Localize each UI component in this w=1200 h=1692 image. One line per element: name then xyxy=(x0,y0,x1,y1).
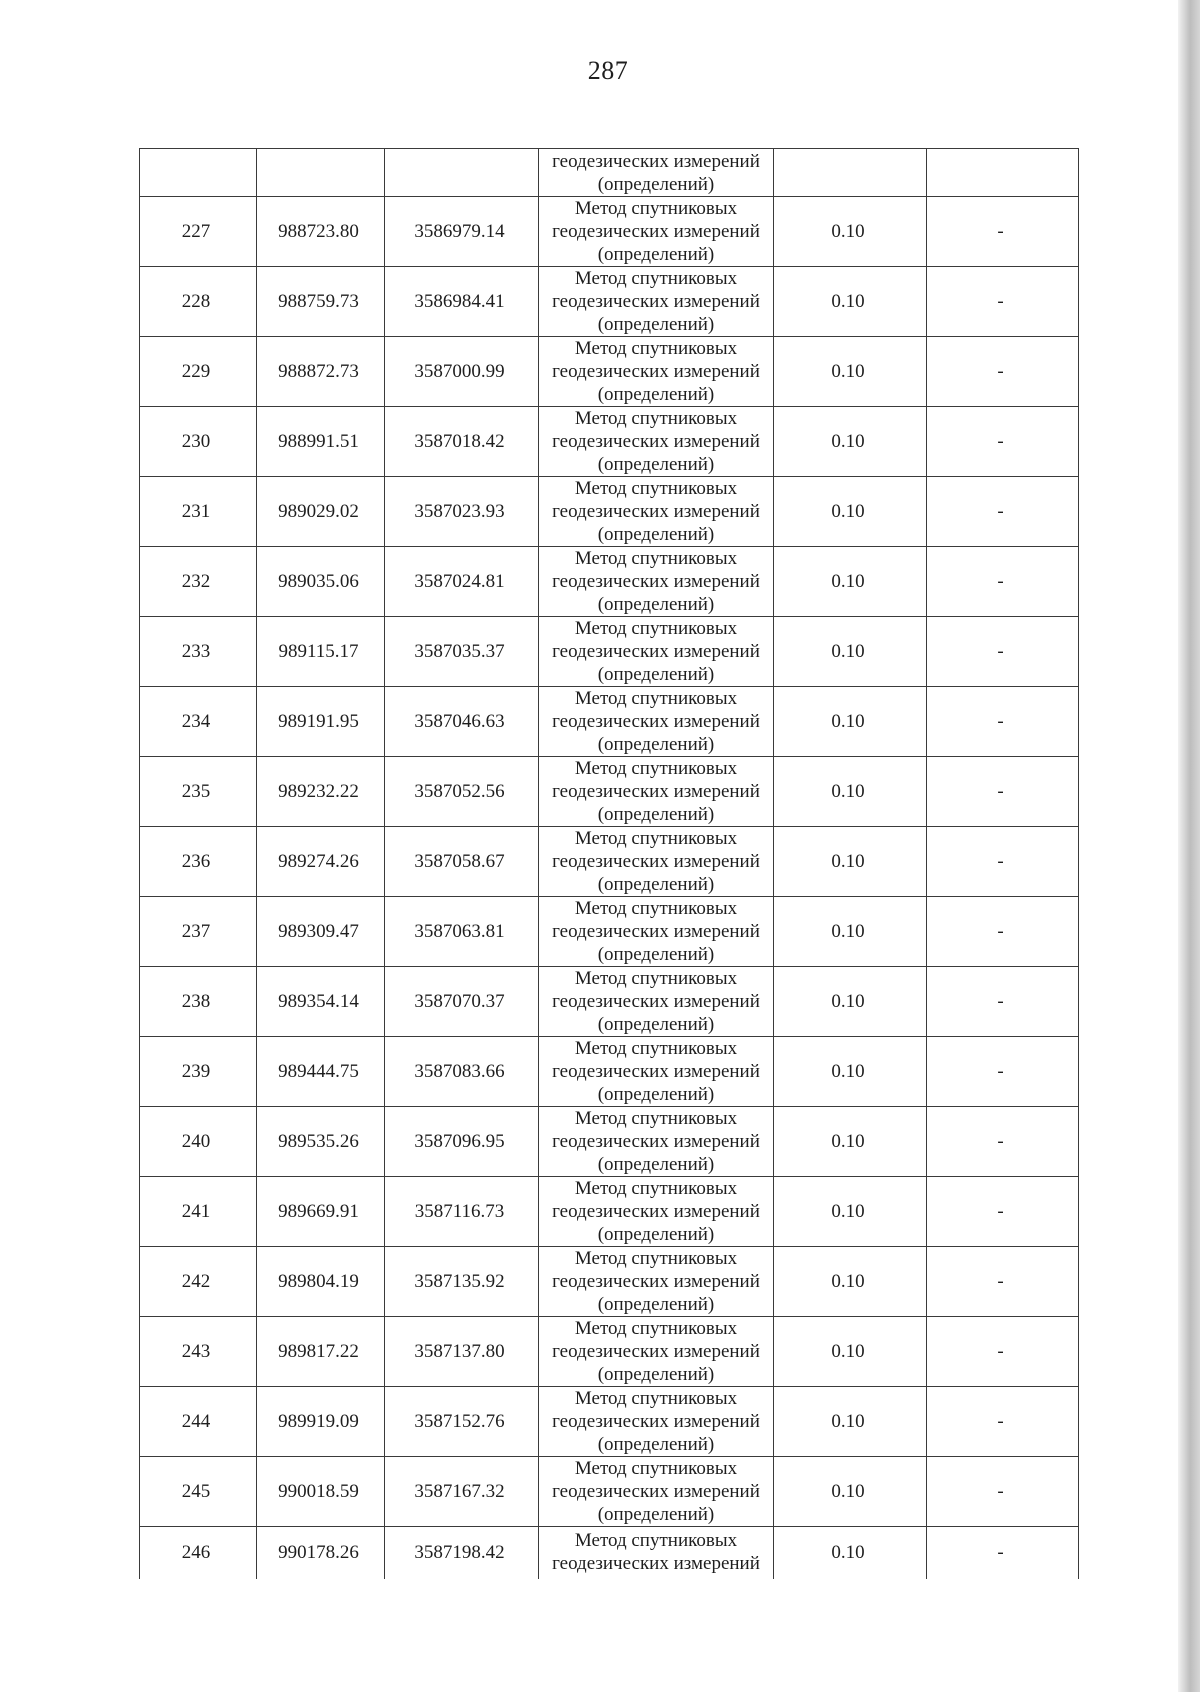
cell-method xyxy=(539,1457,774,1527)
cell-accuracy: 0.10 xyxy=(774,617,927,687)
cell-accuracy: 0.10 xyxy=(774,757,927,827)
cell-number: 238 xyxy=(140,967,257,1037)
method-line-3: (определений) xyxy=(597,1294,715,1315)
table-row xyxy=(140,1107,1079,1177)
cell-x: 989535.26 xyxy=(257,1107,385,1177)
method-line-2: геодезических измерений xyxy=(552,361,760,382)
method-line-3: (определений) xyxy=(597,1014,715,1035)
method-line-3: (определений) xyxy=(597,1224,715,1245)
method-line-2: геодезических измерений xyxy=(552,501,760,522)
cell-method xyxy=(539,477,774,547)
cell-y: 3587096.95 xyxy=(385,1107,539,1177)
cell-method xyxy=(539,337,774,407)
cell-note: - xyxy=(927,547,1079,617)
method-line-2: геодезических измерений xyxy=(552,921,760,942)
cell-method xyxy=(539,1037,774,1107)
method-line-2: геодезических измерений xyxy=(552,851,760,872)
cell-accuracy: 0.10 xyxy=(774,477,927,547)
method-line-1: Метод спутниковых xyxy=(574,1530,738,1551)
method-line-2: геодезических измерений xyxy=(552,150,760,172)
cell-y: 3586984.41 xyxy=(385,267,539,337)
cell-method xyxy=(539,197,774,267)
table-body xyxy=(140,149,1079,1579)
cell-number: 232 xyxy=(140,547,257,617)
method-line-3: (определений) xyxy=(597,244,715,265)
cell-accuracy: 0.10 xyxy=(774,547,927,617)
method-line-2: геодезических измерений xyxy=(552,1341,760,1362)
cell-accuracy: 0.10 xyxy=(774,197,927,267)
cell-note: - xyxy=(927,1177,1079,1247)
cell-note: - xyxy=(927,407,1079,477)
cell-note: - xyxy=(927,337,1079,407)
cell-number: 227 xyxy=(140,197,257,267)
cell-number: 234 xyxy=(140,687,257,757)
cell-x: 989804.19 xyxy=(257,1247,385,1317)
cell-y: 3587152.76 xyxy=(385,1387,539,1457)
method-line-1: Метод спутниковых xyxy=(574,1178,738,1199)
method-line-2: геодезических измерений xyxy=(552,1201,760,1222)
cell-note: - xyxy=(927,1107,1079,1177)
method-line-3: (определений) xyxy=(597,804,715,825)
cell-note: - xyxy=(927,827,1079,897)
cell-method xyxy=(539,1107,774,1177)
table-row xyxy=(140,827,1079,897)
table-row xyxy=(140,967,1079,1037)
table-row xyxy=(140,1387,1079,1457)
cell-accuracy: 0.10 xyxy=(774,1247,927,1317)
method-line-3: (определений) xyxy=(597,1154,715,1175)
cell-accuracy: 0.10 xyxy=(774,267,927,337)
cell-x: 989309.47 xyxy=(257,897,385,967)
cell-note: - xyxy=(927,477,1079,547)
method-line-2: геодезических измерений xyxy=(552,1131,760,1152)
cell-y xyxy=(385,149,539,197)
cell-y: 3587198.42 xyxy=(385,1527,539,1579)
cell-note: - xyxy=(927,687,1079,757)
table-row xyxy=(140,477,1079,547)
cell-y: 3587167.32 xyxy=(385,1457,539,1527)
method-line-1: Метод спутниковых xyxy=(574,408,738,429)
cell-y: 3587018.42 xyxy=(385,407,539,477)
method-line-2: геодезических измерений xyxy=(552,1271,760,1292)
cell-note: - xyxy=(927,967,1079,1037)
method-line-3: (определений) xyxy=(597,594,715,615)
method-line-2: геодезических измерений xyxy=(552,781,760,802)
method-line-3: (определений) xyxy=(597,1434,715,1455)
cell-note: - xyxy=(927,1317,1079,1387)
cell-number xyxy=(140,149,257,197)
method-line-1: Метод спутниковых xyxy=(574,1248,738,1269)
cell-note: - xyxy=(927,197,1079,267)
cell-number: 242 xyxy=(140,1247,257,1317)
cell-y: 3587083.66 xyxy=(385,1037,539,1107)
table-row-last xyxy=(140,1527,1079,1579)
cell-y: 3587116.73 xyxy=(385,1177,539,1247)
method-line-2: геодезических измерений xyxy=(552,1061,760,1082)
cell-accuracy: 0.10 xyxy=(774,1107,927,1177)
coordinates-table xyxy=(139,148,1079,1579)
cell-y: 3587024.81 xyxy=(385,547,539,617)
method-line-1: Метод спутниковых xyxy=(574,758,738,779)
method-line-3: (определений) xyxy=(597,1504,715,1525)
table-row xyxy=(140,1177,1079,1247)
page-number: 287 xyxy=(587,56,629,85)
cell-x: 989669.91 xyxy=(257,1177,385,1247)
cell-method xyxy=(539,897,774,967)
table-row xyxy=(140,197,1079,267)
cell-number: 241 xyxy=(140,1177,257,1247)
scan-edge xyxy=(1178,0,1200,1692)
cell-accuracy: 0.10 xyxy=(774,1457,927,1527)
method-line-1: Метод спутниковых xyxy=(574,478,738,499)
cell-number: 228 xyxy=(140,267,257,337)
table-row xyxy=(140,1457,1079,1527)
method-line-2: геодезических измерений xyxy=(552,431,760,452)
cell-x: 990018.59 xyxy=(257,1457,385,1527)
cell-number: 246 xyxy=(140,1527,257,1579)
cell-accuracy: 0.10 xyxy=(774,337,927,407)
table-row-continuation xyxy=(140,149,1079,197)
table-row xyxy=(140,757,1079,827)
coordinates-table-wrapper xyxy=(139,148,1078,1579)
method-line-3: (определений) xyxy=(597,874,715,895)
cell-note: - xyxy=(927,617,1079,687)
method-line-1: Метод спутниковых xyxy=(574,1108,738,1129)
cell-accuracy: 0.10 xyxy=(774,827,927,897)
cell-note: - xyxy=(927,757,1079,827)
cell-note: - xyxy=(927,1247,1079,1317)
cell-note: - xyxy=(927,1387,1079,1457)
method-line-1: Метод спутниковых xyxy=(574,1318,738,1339)
table-row xyxy=(140,337,1079,407)
cell-method xyxy=(539,1317,774,1387)
cell-accuracy: 0.10 xyxy=(774,1177,927,1247)
cell-y: 3587058.67 xyxy=(385,827,539,897)
cell-number: 245 xyxy=(140,1457,257,1527)
cell-y: 3586979.14 xyxy=(385,197,539,267)
cell-x xyxy=(257,149,385,197)
method-line-2: геодезических измерений xyxy=(552,991,760,1012)
cell-accuracy: 0.10 xyxy=(774,687,927,757)
cell-number: 244 xyxy=(140,1387,257,1457)
cell-accuracy: 0.10 xyxy=(774,1527,927,1579)
cell-note: - xyxy=(927,1527,1079,1579)
table-row xyxy=(140,407,1079,477)
cell-accuracy: 0.10 xyxy=(774,407,927,477)
table-row xyxy=(140,617,1079,687)
table-row xyxy=(140,547,1079,617)
cell-x: 989232.22 xyxy=(257,757,385,827)
method-line-2: геодезических измерений xyxy=(552,1411,760,1432)
method-line-3: (определений) xyxy=(597,664,715,685)
cell-method xyxy=(539,1247,774,1317)
cell-method xyxy=(539,407,774,477)
cell-number: 230 xyxy=(140,407,257,477)
cell-accuracy: 0.10 xyxy=(774,1317,927,1387)
cell-accuracy xyxy=(774,149,927,197)
cell-y: 3587052.56 xyxy=(385,757,539,827)
cell-note: - xyxy=(927,1037,1079,1107)
method-line-1: Метод спутниковых xyxy=(574,338,738,359)
cell-method xyxy=(539,967,774,1037)
method-line-1: Метод спутниковых xyxy=(574,688,738,709)
cell-method xyxy=(539,547,774,617)
cell-x: 989191.95 xyxy=(257,687,385,757)
cell-number: 231 xyxy=(140,477,257,547)
cell-method xyxy=(539,687,774,757)
cell-accuracy: 0.10 xyxy=(774,897,927,967)
method-line-2: геодезических измерений xyxy=(552,291,760,312)
method-line-2: геодезических измерений xyxy=(552,221,760,242)
cell-number: 237 xyxy=(140,897,257,967)
cell-x: 989035.06 xyxy=(257,547,385,617)
method-line-1: Метод спутниковых xyxy=(574,1038,738,1059)
cell-x: 989029.02 xyxy=(257,477,385,547)
cell-y: 3587046.63 xyxy=(385,687,539,757)
cell-note: - xyxy=(927,1457,1079,1527)
method-line-1: Метод спутниковых xyxy=(574,198,738,219)
cell-number: 233 xyxy=(140,617,257,687)
cell-x: 989115.17 xyxy=(257,617,385,687)
table-row xyxy=(140,1317,1079,1387)
method-line-1: Метод спутниковых xyxy=(574,1388,738,1409)
cell-number: 239 xyxy=(140,1037,257,1107)
cell-x: 988872.73 xyxy=(257,337,385,407)
cell-x: 989354.14 xyxy=(257,967,385,1037)
cell-method xyxy=(539,1387,774,1457)
table-row xyxy=(140,267,1079,337)
method-line-1: Метод спутниковых xyxy=(574,618,738,639)
cell-y: 3587063.81 xyxy=(385,897,539,967)
cell-number: 243 xyxy=(140,1317,257,1387)
method-line-2: геодезических измерений xyxy=(552,711,760,732)
table-row xyxy=(140,897,1079,967)
cell-y: 3587135.92 xyxy=(385,1247,539,1317)
cell-number: 229 xyxy=(140,337,257,407)
method-line-3: (определений) xyxy=(597,454,715,475)
cell-x: 988723.80 xyxy=(257,197,385,267)
cell-x: 989274.26 xyxy=(257,827,385,897)
method-line-3: (определений) xyxy=(597,314,715,335)
method-line-2: геодезических измерений xyxy=(552,1553,760,1574)
method-line-1: Метод спутниковых xyxy=(574,898,738,919)
cell-x: 988759.73 xyxy=(257,267,385,337)
cell-x: 990178.26 xyxy=(257,1527,385,1579)
cell-y: 3587035.37 xyxy=(385,617,539,687)
method-line-3: (определений) xyxy=(597,173,715,195)
cell-method xyxy=(539,757,774,827)
cell-number: 236 xyxy=(140,827,257,897)
method-line-1: Метод спутниковых xyxy=(574,968,738,989)
cell-y: 3587070.37 xyxy=(385,967,539,1037)
method-line-1: Метод спутниковых xyxy=(574,1458,738,1479)
table-row xyxy=(140,1037,1079,1107)
method-line-1: Метод спутниковых xyxy=(574,548,738,569)
method-line-3: (определений) xyxy=(597,1084,715,1105)
method-line-1: Метод спутниковых xyxy=(574,268,738,289)
method-line-2: геодезических измерений xyxy=(552,571,760,592)
cell-x: 989817.22 xyxy=(257,1317,385,1387)
method-line-3: (определений) xyxy=(597,944,715,965)
cell-accuracy: 0.10 xyxy=(774,1037,927,1107)
method-line-3: (определений) xyxy=(597,524,715,545)
cell-note: - xyxy=(927,897,1079,967)
cell-method xyxy=(539,267,774,337)
cell-number: 240 xyxy=(140,1107,257,1177)
cell-note xyxy=(927,149,1079,197)
cell-accuracy: 0.10 xyxy=(774,1387,927,1457)
method-line-2: геодезических измерений xyxy=(552,641,760,662)
method-line-3: (определений) xyxy=(597,1364,715,1385)
cell-y: 3587137.80 xyxy=(385,1317,539,1387)
method-line-3: (определений) xyxy=(597,384,715,405)
cell-method xyxy=(539,827,774,897)
method-line-3: (определений) xyxy=(597,734,715,755)
cell-note: - xyxy=(927,267,1079,337)
method-line-1: Метод спутниковых xyxy=(574,828,738,849)
method-line-2: геодезических измерений xyxy=(552,1481,760,1502)
table-row xyxy=(140,687,1079,757)
cell-x: 989919.09 xyxy=(257,1387,385,1457)
cell-method xyxy=(539,149,774,197)
cell-method xyxy=(539,617,774,687)
table-row xyxy=(140,1247,1079,1317)
cell-accuracy: 0.10 xyxy=(774,967,927,1037)
cell-y: 3587023.93 xyxy=(385,477,539,547)
cell-x: 989444.75 xyxy=(257,1037,385,1107)
cell-x: 988991.51 xyxy=(257,407,385,477)
cell-y: 3587000.99 xyxy=(385,337,539,407)
cell-method xyxy=(539,1177,774,1247)
cell-method xyxy=(539,1527,774,1579)
cell-number: 235 xyxy=(140,757,257,827)
